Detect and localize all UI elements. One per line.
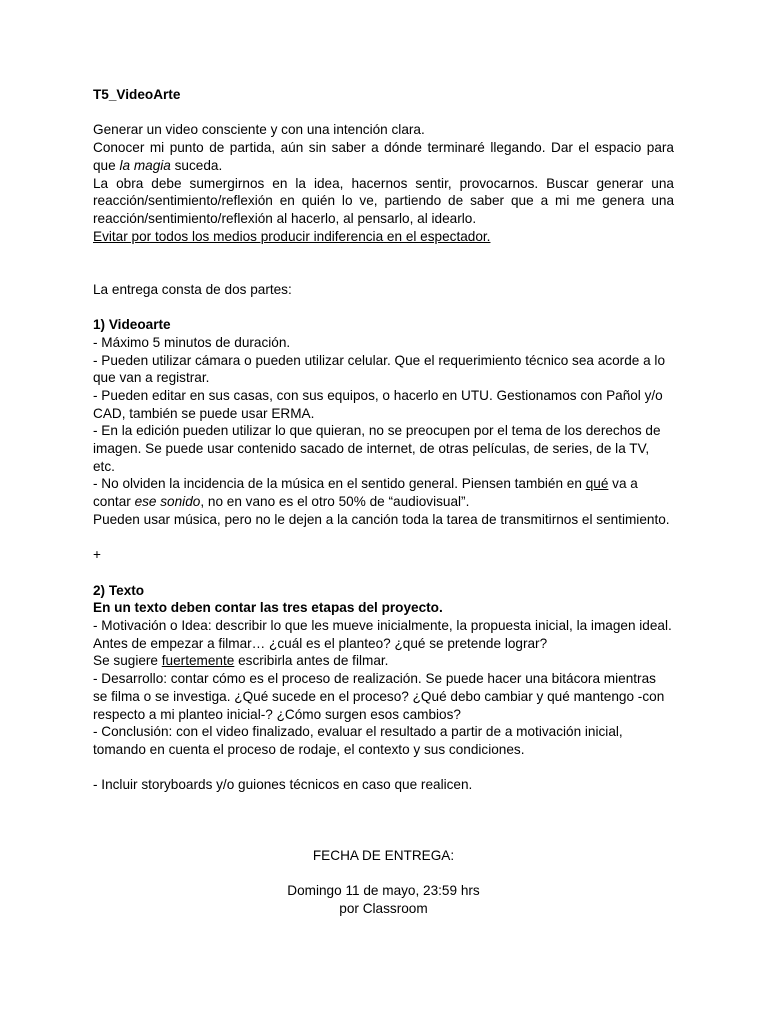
document-title: T5_VideoArte — [93, 87, 181, 102]
part1-item-5-text-a: - No olviden la incidencia de la música en el sentido general. Piensen también en — [93, 476, 586, 492]
part2-subheading: En un texto deben contar las tres etapas del proyecto. — [93, 600, 443, 616]
intro-line-4-underlined: Evitar por todos los medios producir indiferencia en el espectador. — [93, 228, 491, 244]
part2-item-2-text-b: escribirla antes de filmar. — [234, 653, 389, 669]
part2-item-2-underlined: fuertemente — [161, 653, 235, 669]
part1-item-2: - Pueden utilizar cámara o pueden utilizar celular. Que el requerimiento técnico sea acorde a lo que van a registrar. — [93, 352, 666, 386]
part2-item-2 — [93, 652, 674, 670]
part1-item-1: - Máximo 5 minutos de duración. — [93, 334, 291, 350]
part1-item-6: Pueden usar música, pero no le dejen a la canción toda la tarea de transmitirnos el sentimiento. — [93, 511, 670, 527]
part1-item-5 — [93, 475, 674, 510]
intro-line-2-end: suceda. — [170, 157, 223, 173]
intro-line-2-italic: la magia — [119, 157, 171, 173]
part1-item-5-underlined: qué — [585, 476, 609, 492]
part2-item-4: - Conclusión: con el video finalizado, evaluar el resultado a partir de a motivación inicial, tomando en cuenta el proceso de rodaje, el contexto y sus condiciones. — [93, 724, 623, 757]
intro-line-1: Generar un video consciente y con una intención clara. — [93, 122, 425, 138]
part1-item-4: - En la edición pueden utilizar lo que quieran, no se preocupen por el tema de los derechos de imagen. Se puede usar contenido sacado de internet, de otras películas, de series, de la TV, etc. — [93, 423, 661, 474]
part2-heading: 2) Texto — [93, 582, 145, 598]
part2-item-3: - Desarrollo: contar cómo es el proceso de realización. Se puede hacer una bitácora mientras se filma o se investiga. ¿Qué sucede en el proceso? ¿Qué debo cambiar y qué mantengo -con respecto a mi planteo inicial-? ¿Cómo surgen esos cambios? — [93, 671, 665, 722]
part2-item-1: - Motivación o Idea: describir lo que les mueve inicialmente, la propuesta inicial, la imagen ideal. Antes de empezar a filmar… ¿cuál es el planteo? ¿qué se pretende lograr? — [93, 618, 672, 651]
delivery-intro: La entrega consta de dos partes: — [93, 281, 292, 297]
part2-item-2-text-a: Se sugiere — [93, 653, 162, 669]
intro-line-2-text: Conocer mi punto de partida, aún sin saber a dónde terminaré llegando. Dar el espacio para que — [93, 140, 674, 173]
deadline-via: por Classroom — [339, 901, 428, 917]
part1-heading: 1) Videoarte — [93, 317, 171, 333]
deadline-date: Domingo 11 de mayo, 23:59 hrs — [287, 883, 480, 899]
part1-item-5-text-c: , no en vano es el otro 50% de “audiovisual”. — [200, 494, 470, 510]
intro-line-2 — [93, 139, 674, 174]
plus-sign: + — [93, 547, 101, 563]
part1-item-5-text-b: va a contar — [93, 476, 638, 510]
intro-line-3: La obra debe sumergirnos en la idea, hacernos sentir, provocarnos. Buscar generar una reacción/sentimiento/reflexión en quién lo ve, partiendo de saber que a mi me genera una reacción/sentimiento/reflexión al hacerlo, al pensarlo, al idearlo. — [93, 175, 674, 226]
part1-item-5-italic: ese sonido — [134, 494, 201, 510]
deadline-label: FECHA DE ENTREGA: — [312, 848, 455, 864]
part2-item-5: - Incluir storyboards y/o guiones técnicos en caso que realicen. — [93, 777, 473, 793]
document-body — [93, 86, 674, 918]
part1-item-3: - Pueden editar en sus casas, con sus equipos, o hacerlo en UTU. Gestionamos con Pañol y/o CAD, también se puede usar ERMA. — [93, 387, 663, 421]
